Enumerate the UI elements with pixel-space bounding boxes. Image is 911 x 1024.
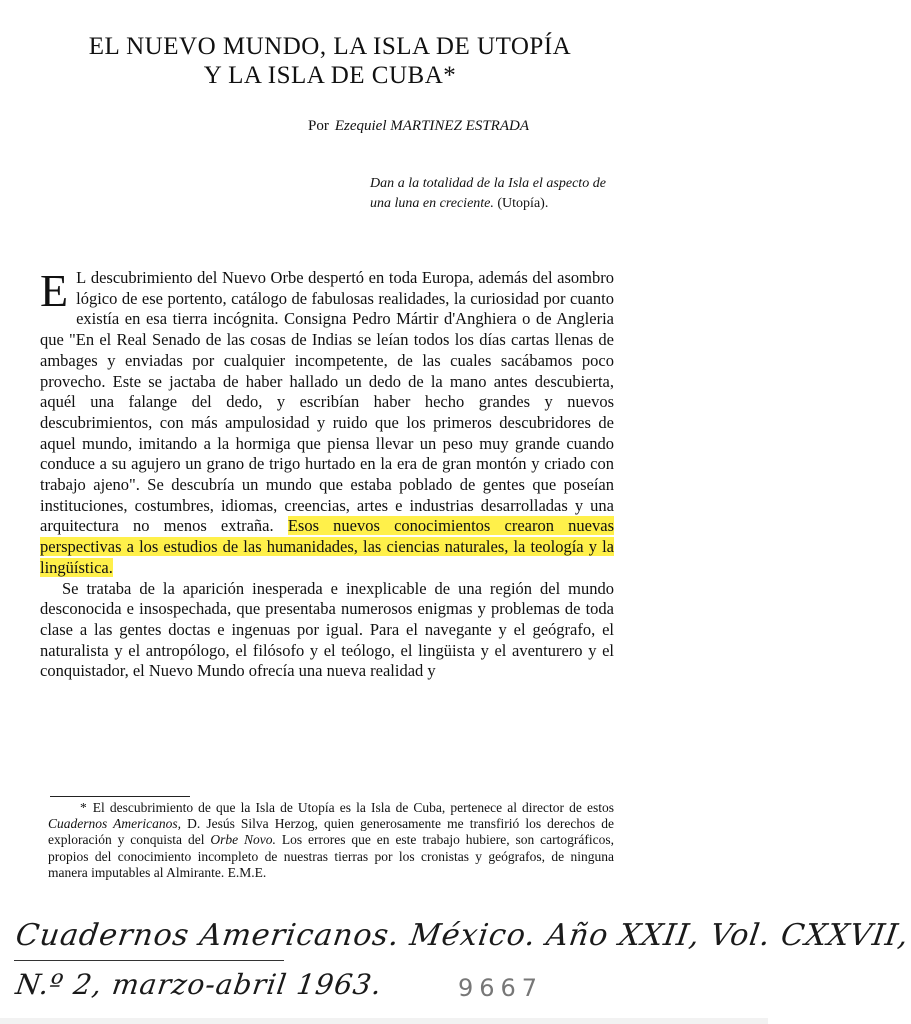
paragraph-1-text: descubrimiento del Nuevo Orbe despertó en toda Europa, además del asombro lógico de ese portento, catálogo de fabulosas realidades, la curiosidad por cuanto existía en esa tierra incógnita. Consigna Pedro Mártir d'Anghiera o de Angleria que "En el Real Senado de las cosas de Indias se leían todos los días cartas llenas de ambages y enviadas por cualquier incompetente, de las cuales sacábamos poco provecho. Este se jactaba de haber hallado un dedo de la mano antes descubierta, aquél una falange del dedo, y escribían haber hecho grandes y nuevos descubrimientos, con más ampulosidad y ruido que los primeros descubridores de aquel mundo, imitando a la hormiga que piensa llevar un peso muy grande cuando conduce a su agujero un grano de trigo hurtado en la era de gran montón y criado con trabajo ajeno". Se descubría un mundo que estaba poblado de gentes que poseían instituciones, costumbres, idiomas, creencias, artes e industrias desarrolladas y una arquitectura no menos extraña. bbox=[40, 268, 614, 536]
footnote-journal: Cuadernos Americanos, bbox=[48, 816, 181, 832]
scan-edge bbox=[0, 1018, 768, 1024]
epigraph bbox=[370, 174, 606, 214]
footnote-part-3: Los errores que en este trabajo hubiere, son cartográficos, propios del conocimiento incompleto de nuestras tierras por los cronistas y geógrafos, de ninguna manera imputables al Almirante. E.M.E. bbox=[48, 832, 615, 880]
drop-cap: E bbox=[40, 265, 69, 316]
first-letters: L bbox=[76, 268, 87, 287]
footnote-orbe-novo: Orbe Novo. bbox=[210, 832, 276, 848]
title-line-2: Y LA ISLA DE CUBA* bbox=[203, 62, 457, 89]
article-title bbox=[0, 32, 660, 90]
author-line bbox=[308, 118, 529, 135]
highlighted-text: Esos nuevos conocimientos crearon nuevas perspectivas a los estudios de las humanidades, las ciencias naturales, la teología y la lingüística. bbox=[40, 516, 614, 577]
author-name: Ezequiel MARTINEZ ESTRADA bbox=[334, 118, 529, 134]
handwritten-citation bbox=[10, 912, 911, 1012]
paragraph-1 bbox=[40, 265, 614, 579]
footnote-part-2: D. Jesús Silva Herzog, quien generosamente me transfirió los derechos de exploración y conquista del bbox=[48, 816, 615, 848]
handwritten-line-2: N.º 2, marzo-abril 1963. bbox=[13, 968, 385, 1001]
handwritten-underline bbox=[14, 960, 284, 961]
article-body bbox=[40, 265, 614, 682]
epigraph-text: Dan a la totalidad de la Isla el aspecto de una luna en creciente. bbox=[370, 176, 606, 211]
footnote-part-1: El descubrimiento de que la Isla de Utopía es la Isla de Cuba, pertenece al director de estos bbox=[92, 800, 614, 815]
footnote-divider bbox=[50, 796, 190, 797]
title-line-1: EL NUEVO MUNDO, LA ISLA DE UTOPÍA bbox=[88, 33, 572, 60]
footnote-marker: * bbox=[80, 800, 87, 815]
author-prefix: Por bbox=[308, 118, 329, 134]
epigraph-source: (Utopía). bbox=[497, 196, 549, 211]
handwritten-number: 9667 bbox=[458, 974, 544, 1002]
footnote bbox=[48, 800, 614, 881]
handwritten-line-1: Cuadernos Americanos. México. Año XXII, Vol. CXXVII, bbox=[13, 918, 911, 953]
paragraph-2: Se trataba de la aparición inesperada e inexplicable de una región del mundo desconocida e insospechada, que presentaba numerosos enigmas y problemas de toda clase a las gentes doctas e ingenuas por igual. Para el navegante y el geógrafo, el naturalista y el antropólogo, el filósofo y el teólogo, el lingüista y el aventurero y el conquistador, el Nuevo Mundo ofrecía una nueva realidad y bbox=[40, 578, 614, 681]
